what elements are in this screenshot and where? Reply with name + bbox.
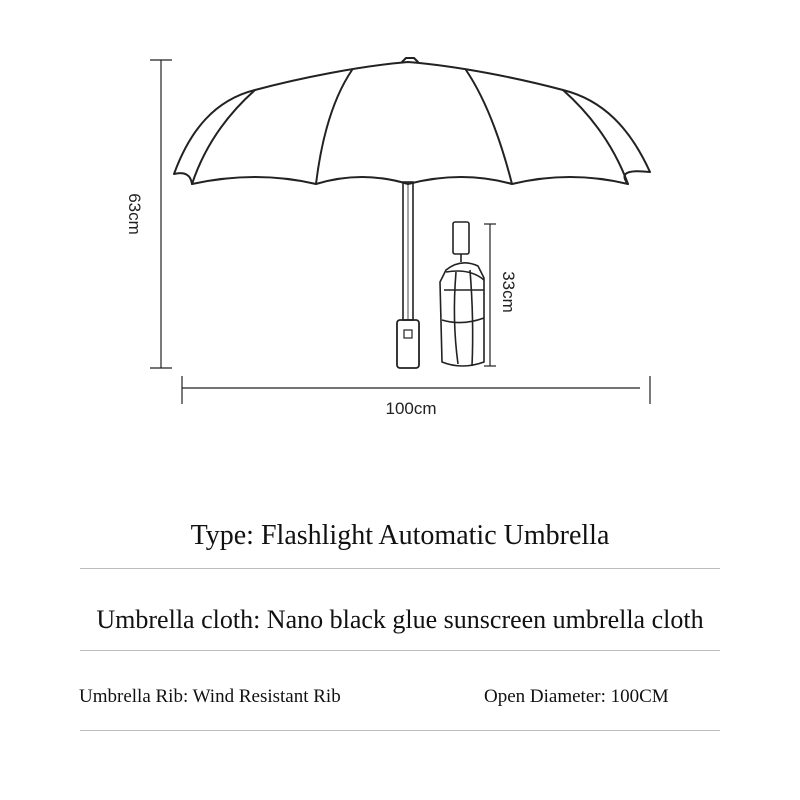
width-label: 100cm bbox=[385, 399, 437, 418]
divider bbox=[80, 650, 720, 651]
open-umbrella-icon bbox=[174, 58, 650, 184]
folded-length-label: 33cm bbox=[499, 271, 518, 313]
folded-umbrella-icon bbox=[440, 222, 484, 366]
height-label: 63cm bbox=[125, 193, 144, 235]
divider bbox=[80, 730, 720, 731]
spec-rib: Umbrella Rib: Wind Resistant Rib bbox=[79, 686, 341, 707]
divider bbox=[80, 568, 720, 569]
spec-cloth: Umbrella cloth: Nano black glue sunscreen umbrella cloth bbox=[96, 605, 704, 634]
umbrella-handle-icon bbox=[397, 320, 419, 368]
spec-diameter: Open Diameter: 100CM bbox=[484, 686, 669, 707]
spec-type: Type: Flashlight Automatic Umbrella bbox=[190, 520, 610, 551]
folded-dimension bbox=[484, 224, 496, 366]
height-dimension bbox=[150, 60, 172, 368]
umbrella-shaft bbox=[403, 182, 413, 320]
